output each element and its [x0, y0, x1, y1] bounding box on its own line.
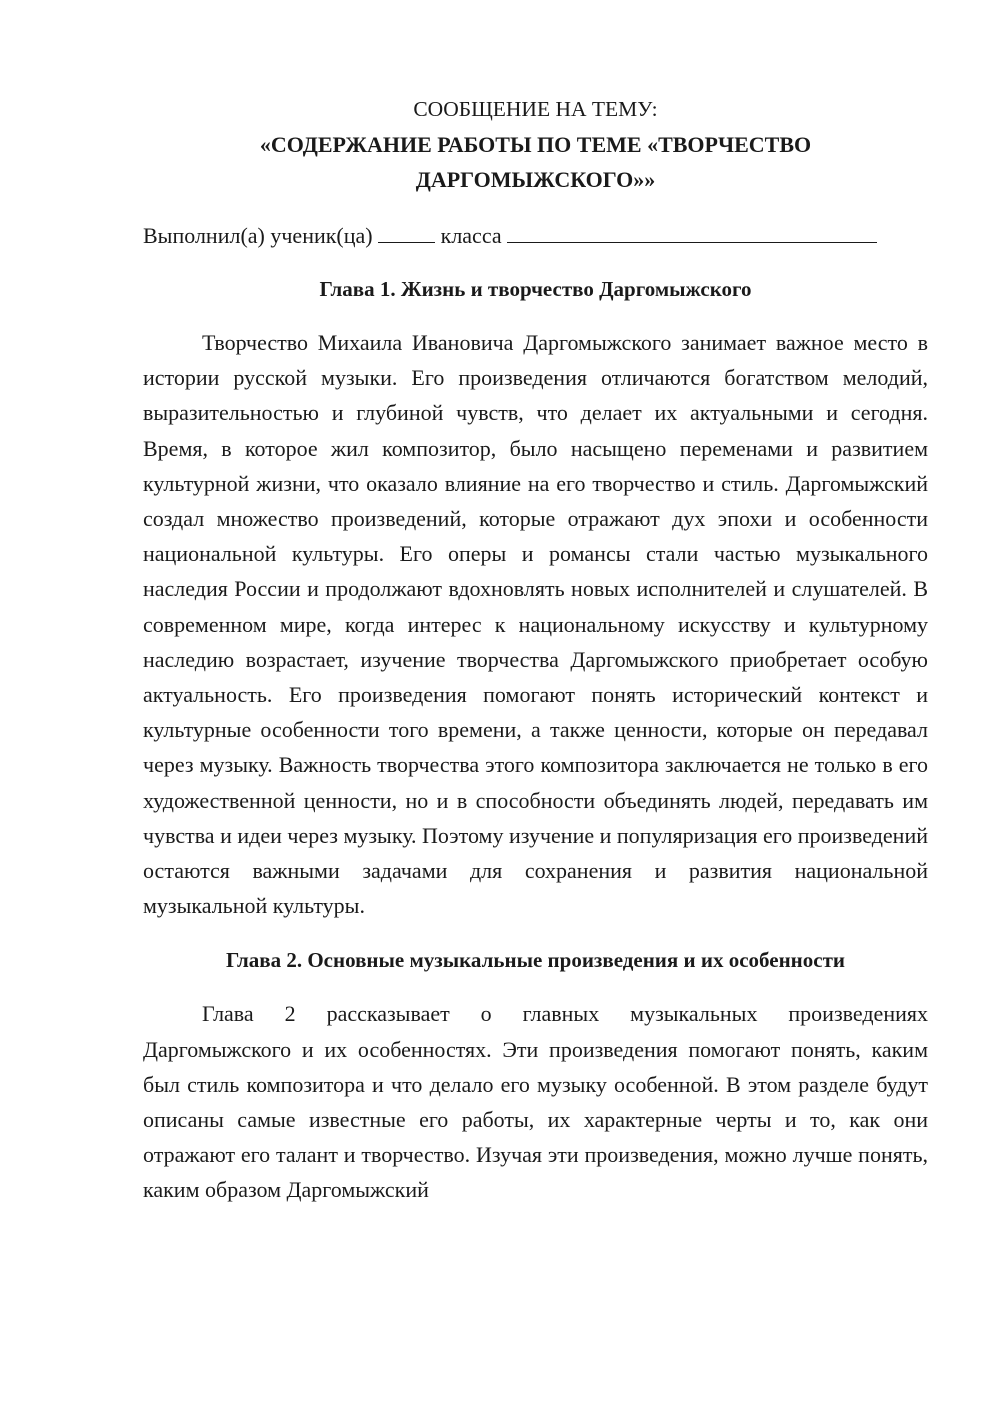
name-blank-field: [507, 220, 877, 243]
author-middle: класса: [440, 223, 502, 248]
document-page: [143, 92, 928, 1208]
chapter-1-heading: Глава 1. Жизнь и творчество Даргомыжского: [319, 277, 752, 301]
document-type-line: СООБЩЕНИЕ НА ТЕМУ:: [413, 97, 658, 121]
class-blank-field: [378, 220, 435, 243]
author-prefix: Выполнил(а) ученик(ца): [143, 223, 373, 248]
author-line: [143, 218, 928, 253]
document-title: «СОДЕРЖАНИЕ РАБОТЫ ПО ТЕМЕ «ТВОРЧЕСТВО ДАРГОМЫЖСКОГО»»: [259, 132, 812, 192]
chapter-2-heading: Глава 2. Основные музыкальные произведения и их особенности: [225, 948, 846, 973]
chapter-2-paragraph: Глава 2 рассказывает о главных музыкальных произведениях Даргомыжского и их особенностях. Эти произведения помогают понять, каким был стиль композитора и что делало его музыку особенной. В этом разделе будут описаны самые известные его работы, их характерные черты и то, как они отражают его талант и творчество. Изучая эти произведения, можно лучше понять, каким образом Даргомыжский: [143, 1001, 928, 1203]
chapter-1-paragraph: Творчество Михаила Ивановича Даргомыжского занимает важное место в истории русской музыки. Его произведения отличаются богатством мелодий, выразительностью и глубиной чувств, что делает их актуальными и сегодня. Время, в которое жил композитор, было насыщено переменами и развитием культурной жизни, что оказало влияние на его творчество и стиль. Даргомыжский создал множество произведений, которые отражают дух эпохи и особенности национальной культуры. Его оперы и романсы стали частью музыкального наследия России и продолжают вдохновлять новых исполнителей и слушателей. В современном мире, когда интерес к национальному искусству и культурному наследию возрастает, изучение творчества Даргомыжского приобретает особую актуальность. Его произведения помогают понять исторический контекст и культурные особенности того времени, а также ценности, которые он передавал через музыку. Важность творчества этого композитора заключается не только в его художественной ценности, но и в способности объединять людей, передавать им чувства и идеи через музыку. Поэтому изучение и популяризация его произведений остаются важными задачами для сохранения и развития национальной музыкальной культуры.: [143, 330, 928, 919]
